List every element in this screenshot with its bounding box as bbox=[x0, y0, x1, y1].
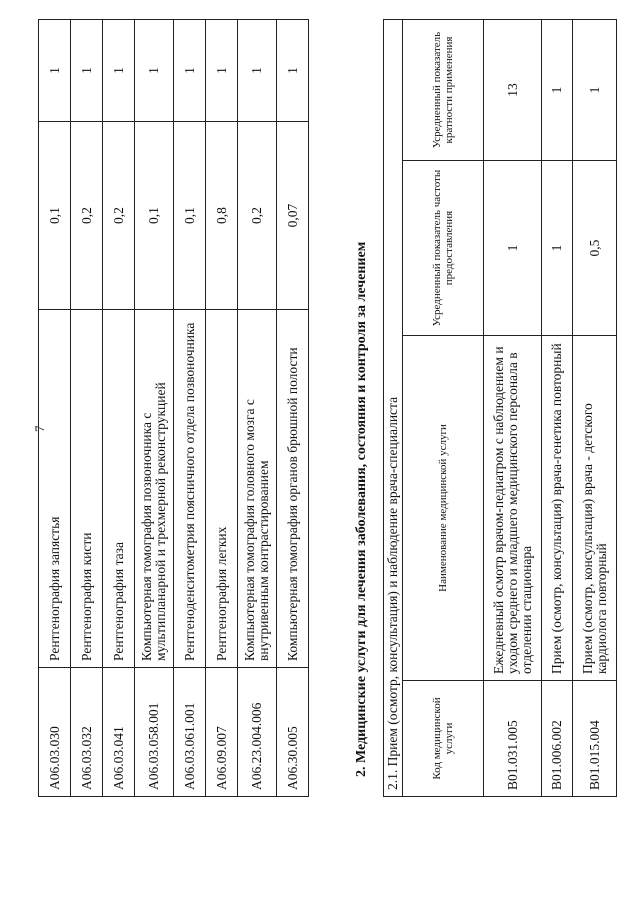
table-row bbox=[135, 20, 174, 797]
service-code: В01.015.004 bbox=[573, 681, 617, 797]
top-services-table bbox=[38, 19, 309, 797]
service-name: Рентгенография запястья bbox=[39, 310, 71, 668]
service-code: В01.031.005 bbox=[484, 681, 542, 797]
table-row bbox=[71, 20, 103, 797]
multiplicity-value: 1 bbox=[103, 20, 135, 122]
service-name: Рентгеноденситометрия поясничного отдела позвоночника bbox=[174, 310, 206, 668]
service-code: А06.03.032 bbox=[71, 668, 103, 797]
service-name: Компьютерная томография позвоночника с мультипланарной и трехмерной реконструкцией bbox=[135, 310, 174, 668]
table-row bbox=[206, 20, 238, 797]
service-code: А06.30.005 bbox=[277, 668, 309, 797]
header-multiplicity: Усредненный показатель кратности применения bbox=[403, 20, 484, 161]
page-number: 7 bbox=[32, 425, 47, 432]
frequency-value: 0,1 bbox=[135, 122, 174, 310]
table-row bbox=[542, 20, 573, 797]
service-code: А06.03.041 bbox=[103, 668, 135, 797]
frequency-value: 0,07 bbox=[277, 122, 309, 310]
service-name: Прием (осмотр, консультация) врача - детского кардиолога повторный bbox=[573, 336, 617, 681]
multiplicity-value: 1 bbox=[542, 20, 573, 161]
table-row bbox=[39, 20, 71, 797]
service-name: Ежедневный осмотр врачом-педиатром с наблюдением и уходом среднего и младшего медицинского персонала в отделении стационара bbox=[484, 336, 542, 681]
multiplicity-value: 13 bbox=[484, 20, 542, 161]
multiplicity-value: 1 bbox=[71, 20, 103, 122]
header-name: Наименование медицинской услуги bbox=[403, 336, 484, 681]
service-code: А06.23.004.006 bbox=[238, 668, 277, 797]
service-name: Рентгенография таза bbox=[103, 310, 135, 668]
frequency-value: 0,8 bbox=[206, 122, 238, 310]
service-code: А06.03.061.001 bbox=[174, 668, 206, 797]
service-name: Компьютерная томография головного мозга с внутривенным контрастированием bbox=[238, 310, 277, 668]
multiplicity-value: 1 bbox=[174, 20, 206, 122]
table-row bbox=[484, 20, 542, 797]
table-row bbox=[277, 20, 309, 797]
multiplicity-value: 1 bbox=[573, 20, 617, 161]
table-row bbox=[573, 20, 617, 797]
table-row bbox=[103, 20, 135, 797]
multiplicity-value: 1 bbox=[135, 20, 174, 122]
frequency-value: 0,2 bbox=[71, 122, 103, 310]
subsection-caption: 2.1. Прием (осмотр, консультация) и наблюдение врача-специалиста bbox=[384, 20, 403, 797]
service-code: А06.03.058.001 bbox=[135, 668, 174, 797]
frequency-value: 1 bbox=[484, 161, 542, 336]
multiplicity-value: 1 bbox=[206, 20, 238, 122]
frequency-value: 1 bbox=[542, 161, 573, 336]
section-title: 2. Медицинские услуги для лечения заболевания, состояния и контроля за лечением bbox=[354, 241, 369, 777]
frequency-value: 0,5 bbox=[573, 161, 617, 336]
service-name: Прием (осмотр, консультация) врача-генетика повторный bbox=[542, 336, 573, 681]
multiplicity-value: 1 bbox=[238, 20, 277, 122]
frequency-value: 0,2 bbox=[238, 122, 277, 310]
header-frequency: Усредненный показатель частоты предоставления bbox=[403, 161, 484, 336]
consultation-services-table bbox=[383, 19, 617, 797]
table-row bbox=[174, 20, 206, 797]
service-code: В01.006.002 bbox=[542, 681, 573, 797]
service-name: Рентгенография легких bbox=[206, 310, 238, 668]
service-code: А06.09.007 bbox=[206, 668, 238, 797]
multiplicity-value: 1 bbox=[39, 20, 71, 122]
service-name: Рентгенография кисти bbox=[71, 310, 103, 668]
header-code: Код медицинской услуги bbox=[403, 681, 484, 797]
table-row bbox=[238, 20, 277, 797]
frequency-value: 0,2 bbox=[103, 122, 135, 310]
frequency-value: 0,1 bbox=[39, 122, 71, 310]
service-name: Компьютерная томография органов брюшной полости bbox=[277, 310, 309, 668]
multiplicity-value: 1 bbox=[277, 20, 309, 122]
table-header-row bbox=[403, 20, 484, 797]
service-code: А06.03.030 bbox=[39, 668, 71, 797]
frequency-value: 0,1 bbox=[174, 122, 206, 310]
